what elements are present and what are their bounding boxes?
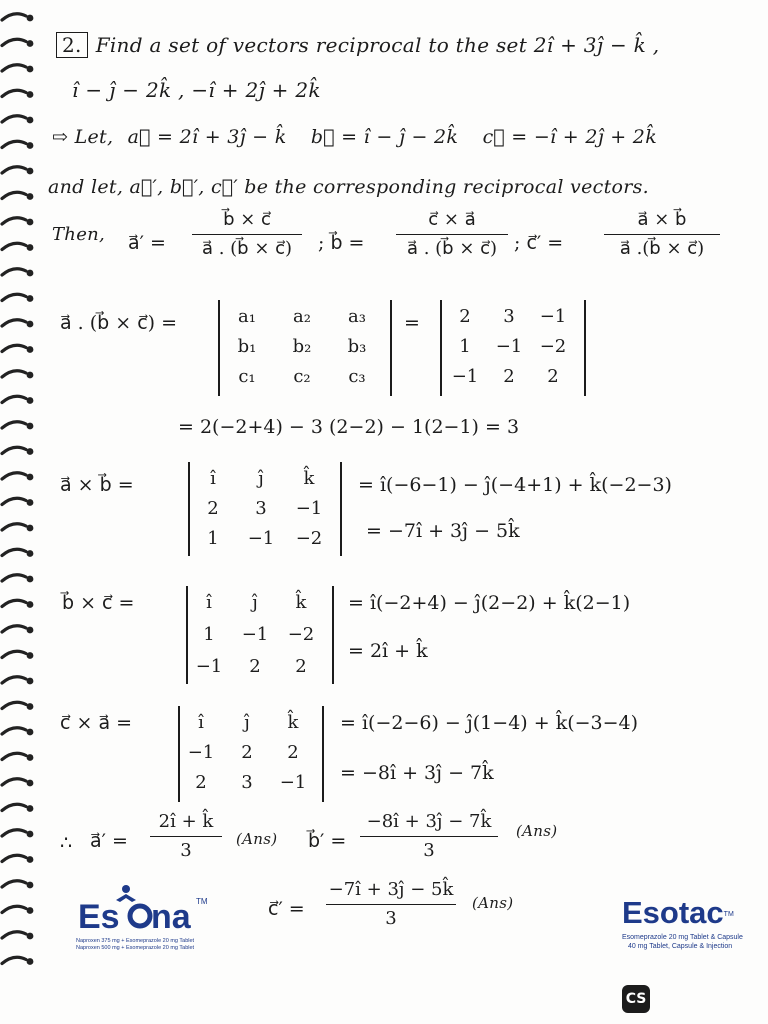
esona-tm: TM: [196, 897, 208, 906]
answer-a-numerator: 2î + k̂: [158, 811, 214, 832]
spiral-hole: [27, 882, 34, 889]
answer-c-fraction: [326, 878, 456, 931]
esotac-caption-line1: Esomeprazole 20 mg Tablet & Capsule: [622, 934, 743, 941]
spiral-binding: [0, 0, 42, 980]
spiral-coil: [2, 243, 26, 249]
matrix-cell: 1: [459, 336, 471, 357]
formula-c-fraction: [604, 208, 720, 261]
problem-statement-line2: î − ĵ − 2k̂ , −î + 2ĵ + 2k̂: [72, 78, 321, 102]
spiral-coil: [2, 422, 26, 428]
esotac-caption: [622, 933, 764, 951]
matrix-cell: ĵ: [244, 712, 250, 733]
esona-logo: [76, 884, 236, 954]
numeric-determinant: [440, 300, 586, 396]
matrix-cell: ĵ: [258, 468, 264, 489]
answer-b-numerator: −8î + 3ĵ − 7k̂: [366, 811, 492, 832]
matrix-cell: 2: [295, 656, 307, 677]
answer-b-fraction: [360, 810, 498, 863]
formula-a-lhs: a⃗′ =: [128, 232, 166, 254]
matrix-cell: 2: [249, 656, 261, 677]
symbolic-determinant: [218, 300, 392, 396]
bxc-expansion: = î(−2+4) − ĵ(2−2) + k̂(2−1): [348, 592, 631, 614]
answer-a-fraction: [150, 810, 222, 863]
esotac-name: Esotac: [622, 895, 724, 930]
spiral-coil: [2, 651, 26, 657]
spiral-coil: [2, 753, 26, 759]
spiral-coil: [2, 320, 26, 326]
spiral-hole: [27, 576, 34, 583]
matrix-cell: ĵ: [252, 592, 258, 613]
spiral-hole: [27, 295, 34, 302]
matrix-cell: î: [206, 592, 212, 613]
formula-a-numerator: b⃗ × c⃗: [223, 209, 271, 230]
answer-c-tag: (Ans): [472, 894, 514, 912]
spiral-coil: [2, 90, 26, 96]
formula-c-lhs: ; c⃗′ =: [514, 232, 564, 254]
camscanner-badge: CS: [622, 985, 650, 1013]
matrix-cell: −1: [195, 656, 223, 677]
spiral-hole: [27, 321, 34, 328]
matrix-cell: −1: [247, 528, 275, 549]
matrix-cell: −2: [539, 336, 567, 357]
spiral-coil: [2, 881, 26, 887]
matrix-cell: −1: [451, 366, 479, 387]
matrix-cell: −1: [539, 306, 567, 327]
cxa-determinant: [178, 706, 324, 802]
bxc-determinant: [186, 586, 334, 684]
formula-b-lhs: ; b⃗ =: [318, 232, 365, 254]
answer-b-tag: (Ans): [516, 822, 558, 840]
spiral-hole: [27, 168, 34, 175]
axb-result: = −7î + 3ĵ − 5k̂: [366, 520, 520, 542]
spiral-hole: [27, 831, 34, 838]
problem-text: Find a set of vectors reciprocal to the set 2î + 3ĵ − k̂ ,: [95, 33, 660, 57]
then-label: Then,: [52, 224, 106, 245]
matrix-cell: k̂: [295, 592, 307, 613]
spiral-coil: [2, 855, 26, 861]
problem-number: 2.: [56, 32, 88, 58]
matrix-cell: 2: [287, 742, 299, 763]
matrix-cell: a₁: [238, 306, 256, 327]
matrix-cell: k̂: [287, 712, 299, 733]
answer-c-numerator: −7î + 3ĵ − 5k̂: [328, 879, 454, 900]
esotac-tm: TM: [723, 911, 734, 918]
spiral-coil: [2, 371, 26, 377]
spiral-coil: [2, 39, 26, 45]
matrix-cell: −1: [187, 742, 215, 763]
matrix-cell: î: [210, 468, 216, 489]
spiral-hole: [27, 499, 34, 506]
matrix-cell: b₂: [292, 336, 312, 357]
spiral-hole: [27, 856, 34, 863]
matrix-cell: 1: [203, 624, 215, 645]
cxa-expansion: = î(−2−6) − ĵ(1−4) + k̂(−3−4): [340, 712, 639, 734]
spiral-hole: [27, 40, 34, 47]
spiral-hole: [27, 678, 34, 685]
answer-a-denominator: 3: [180, 840, 192, 861]
axb-expansion: = î(−6−1) − ĵ(−4+1) + k̂(−2−3): [358, 474, 672, 496]
matrix-cell: c₃: [348, 366, 366, 387]
spiral-hole: [27, 346, 34, 353]
spiral-hole: [27, 142, 34, 149]
cxa-lhs: c⃗ × a⃗ =: [60, 712, 133, 734]
bxc-result: = 2î + k̂: [348, 640, 428, 662]
triple-eq: =: [404, 312, 420, 334]
let-prefix: Let,: [74, 126, 114, 148]
spiral-coil: [2, 294, 26, 300]
spiral-coil: [2, 192, 26, 198]
formula-b-denominator: a⃗ . (b⃗ × c⃗): [406, 238, 498, 259]
matrix-cell: c₂: [293, 366, 311, 387]
problem-statement-line1: [56, 32, 659, 58]
esona-caption-line1: Naproxen 375 mg + Esomeprazole 20 mg Tablet: [76, 938, 195, 944]
formula-a-fraction: [192, 208, 302, 261]
esotac-caption-line2: 40 mg Tablet, Capsule & Injection: [628, 943, 733, 950]
spiral-coil: [2, 167, 26, 173]
spiral-hole: [27, 448, 34, 455]
spiral-coil: [2, 269, 26, 275]
spiral-coil: [2, 932, 26, 938]
vector-b-def: b⃗ = î − ĵ − 2k̂: [310, 126, 459, 148]
axb-determinant: [188, 462, 342, 556]
formula-b-fraction: [396, 208, 508, 261]
matrix-cell: 3: [241, 772, 253, 793]
spiral-hole: [27, 780, 34, 787]
matrix-cell: 2: [547, 366, 559, 387]
spiral-coil: [2, 600, 26, 606]
spiral-coil: [2, 14, 26, 20]
matrix-cell: −1: [495, 336, 523, 357]
spiral-coil: [2, 779, 26, 785]
spiral-coil: [2, 702, 26, 708]
esotac-logo: [622, 896, 764, 962]
formula-b-numerator: c⃗ × a⃗: [428, 209, 476, 230]
spiral-hole: [27, 193, 34, 200]
matrix-cell: 2: [503, 366, 515, 387]
spiral-hole: [27, 423, 34, 430]
spiral-hole: [27, 270, 34, 277]
spiral-coil: [2, 957, 26, 963]
bxc-lhs: b⃗ × c⃗ =: [62, 592, 135, 614]
matrix-cell: −1: [241, 624, 269, 645]
answer-c-denominator: 3: [385, 908, 397, 929]
implies-arrow: ⇨: [52, 126, 69, 148]
spiral-hole: [27, 550, 34, 557]
matrix-cell: 3: [503, 306, 515, 327]
spiral-coil: [2, 345, 26, 351]
spiral-hole: [27, 66, 34, 73]
matrix-cell: 1: [207, 528, 219, 549]
spiral-hole: [27, 703, 34, 710]
spiral-coil: [2, 396, 26, 402]
matrix-cell: −1: [279, 772, 307, 793]
triple-product-result: = 2(−2+4) − 3 (2−2) − 1(2−1) = 3: [178, 416, 520, 438]
axb-lhs: a⃗ × b⃗ =: [60, 474, 134, 496]
spiral-coil: [2, 575, 26, 581]
spiral-coil: [2, 447, 26, 453]
spiral-coil: [2, 804, 26, 810]
matrix-cell: 2: [241, 742, 253, 763]
spiral-hole: [27, 91, 34, 98]
spiral-hole: [27, 117, 34, 124]
therefore-symbol: ∴: [60, 832, 73, 854]
esona-figure-head-icon: [122, 885, 130, 893]
answer-a-tag: (Ans): [236, 830, 278, 848]
spiral-coil: [2, 218, 26, 224]
answer-a-lhs: a⃗′ =: [90, 830, 128, 852]
spiral-hole: [27, 474, 34, 481]
matrix-cell: b₃: [347, 336, 367, 357]
spiral-coil: [2, 65, 26, 71]
spiral-hole: [27, 627, 34, 634]
spiral-coil: [2, 906, 26, 912]
matrix-cell: c₁: [238, 366, 256, 387]
spiral-coil: [2, 498, 26, 504]
spiral-coil: [2, 830, 26, 836]
matrix-cell: 3: [255, 498, 267, 519]
spiral-hole: [27, 652, 34, 659]
spiral-hole: [27, 15, 34, 22]
matrix-cell: 2: [195, 772, 207, 793]
spiral-hole: [27, 729, 34, 736]
spiral-hole: [27, 601, 34, 608]
spiral-coil: [2, 524, 26, 530]
esotac-wordmark: [622, 896, 764, 930]
spiral-coil: [2, 677, 26, 683]
matrix-cell: −2: [287, 624, 315, 645]
formula-c-denominator: a⃗ .(b⃗ × c⃗): [619, 238, 705, 259]
spiral-coil: [2, 549, 26, 555]
spiral-coil: [2, 626, 26, 632]
spiral-coil: [2, 141, 26, 147]
spiral-hole: [27, 244, 34, 251]
matrix-cell: 2: [459, 306, 471, 327]
spiral-hole: [27, 219, 34, 226]
matrix-cell: a₂: [293, 306, 311, 327]
triple-product-lhs: a⃗ . (b⃗ × c⃗) =: [60, 312, 178, 334]
spiral-hole: [27, 372, 34, 379]
answer-b-lhs: b⃗′ =: [308, 830, 347, 852]
matrix-cell: k̂: [303, 468, 315, 489]
spiral-coil: [2, 728, 26, 734]
matrix-cell: −1: [295, 498, 323, 519]
matrix-cell: î: [198, 712, 204, 733]
spiral-hole: [27, 958, 34, 965]
spiral-hole: [27, 805, 34, 812]
reciprocal-definition: and let, a⃗′, b⃗′, c⃗′ be the corresponding reciprocal vectors.: [48, 176, 650, 198]
matrix-cell: b₁: [237, 336, 257, 357]
esona-name-part2: na: [151, 898, 191, 934]
matrix-cell: −2: [295, 528, 323, 549]
spiral-hole: [27, 525, 34, 532]
esona-o-ring-icon: [130, 906, 150, 926]
formula-a-denominator: a⃗ . (b⃗ × c⃗): [201, 238, 293, 259]
answer-b-denominator: 3: [423, 840, 435, 861]
esona-name-part1: Es: [78, 898, 120, 934]
spiral-hole: [27, 933, 34, 940]
esona-caption-line2: Naproxen 500 mg + Esomeprazole 20 mg Tablet: [76, 945, 195, 951]
matrix-cell: a₃: [348, 306, 366, 327]
vector-c-def: c⃗ = −î + 2ĵ + 2k̂: [482, 126, 658, 148]
formula-c-numerator: a⃗ × b⃗: [637, 209, 687, 230]
spiral-hole: [27, 907, 34, 914]
cxa-result: = −8î + 3ĵ − 7k̂: [340, 762, 494, 784]
esona-caption: [76, 938, 236, 952]
matrix-cell: 2: [207, 498, 219, 519]
esona-wordmark: [76, 884, 236, 934]
spiral-coil: [2, 116, 26, 122]
spiral-coil: [2, 473, 26, 479]
vector-a-def: a⃗ = 2î + 3ĵ − k̂: [127, 126, 287, 148]
spiral-hole: [27, 397, 34, 404]
spiral-hole: [27, 754, 34, 761]
answer-c-lhs: c⃗′ =: [268, 898, 305, 920]
let-line: [52, 126, 657, 148]
